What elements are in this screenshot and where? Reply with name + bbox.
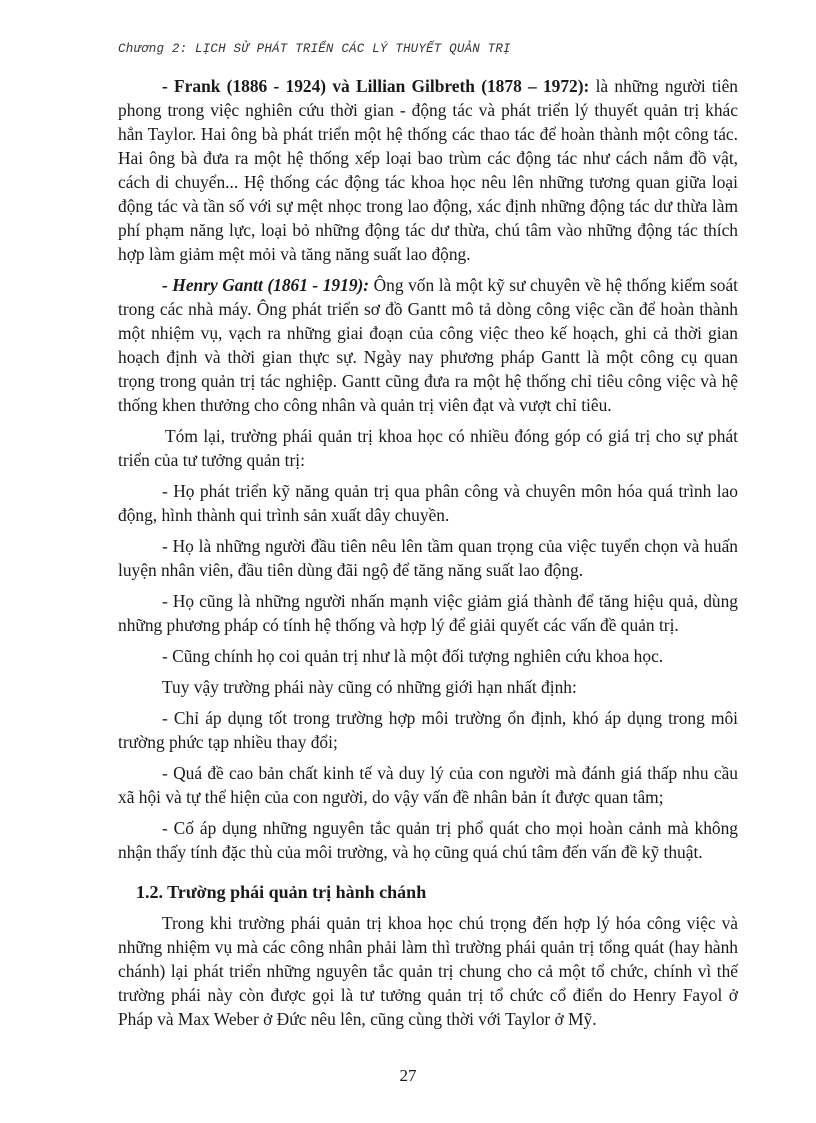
limit-item: - Quá đề cao bản chất kinh tế và duy lý của con người mà đánh giá thấp nhu cầu xã hội và tự thể hiện của con người, do vậy vấn đề nhân bản ít được quan tâm; bbox=[118, 763, 738, 807]
contribution-item: - Họ cũng là những người nhấn mạnh việc giảm giá thành để tăng hiệu quả, dùng những phương pháp có tính hệ thống và hợp lý để giải quyết các vấn đề quản trị. bbox=[118, 591, 738, 635]
gilbreth-paragraph bbox=[118, 74, 738, 266]
gilbreth-text: là những người tiên phong trong việc nghiên cứu thời gian - động tác và phát triển lý thuyết quản trị khác hẳn Taylor. Hai ông bà phát triển một hệ thống các thao tác để hoàn thành một công tác. Hai ông bà đưa ra một hệ thống xếp loại bao trùm các động tác như cách nắm đồ vật, cách di chuyển... Hệ thống các động tác khoa học nêu lên những tương quan giữa loại động tác và tần số với sự mệt nhọc trong lao động, xác định những động tác dư thừa làm phí phạm năng lực, loại bỏ những động tác dư thừa, chú tâm vào những động tác thích hợp làm giảm mệt mỏi và tăng năng suất lao động. bbox=[118, 76, 738, 264]
limit-item: - Cố áp dụng những nguyên tắc quản trị phổ quát cho mọi hoàn cảnh mà không nhận thấy tính đặc thù của môi trường, và họ cũng quá chú tâm đến vấn đề kỹ thuật. bbox=[118, 818, 738, 862]
running-header: Chương 2: LỊCH SỬ PHÁT TRIỂN CÁC LÝ THUYẾT QUẢN TRỊ bbox=[118, 42, 511, 56]
gantt-paragraph bbox=[118, 273, 738, 417]
contribution-item: - Cũng chính họ coi quản trị như là một đối tượng nghiên cứu khoa học. bbox=[162, 646, 664, 666]
contribution-item: - Họ phát triển kỹ năng quản trị qua phân công và chuyên môn hóa quá trình lao động, hình thành qui trình sản xuất dây chuyền. bbox=[118, 481, 738, 525]
gantt-lead: - Henry Gantt (1861 - 1919): bbox=[162, 275, 370, 295]
summary-paragraph: Tóm lại, trường phái quản trị khoa học có nhiều đóng góp có giá trị cho sự phát triển của tư tưởng quản trị: bbox=[118, 426, 738, 470]
body-text bbox=[118, 74, 738, 1038]
contribution-item: - Họ là những người đầu tiên nêu lên tầm quan trọng của việc tuyển chọn và huấn luyện nhân viên, đầu tiên dùng đãi ngộ để tăng năng suất lao động. bbox=[118, 536, 738, 580]
section-heading: 1.2. Trường phái quản trị hành chánh bbox=[136, 882, 427, 902]
limit-item: - Chỉ áp dụng tốt trong trường hợp môi trường ổn định, khó áp dụng trong môi trường phức tạp nhiều thay đổi; bbox=[118, 708, 738, 752]
gilbreth-lead: - Frank (1886 - 1924) và Lillian Gilbreth (1878 – 1972): bbox=[162, 76, 590, 96]
gantt-text: Ông vốn là một kỹ sư chuyên về hệ thống kiểm soát trong các nhà máy. Ông phát triển sơ đồ Gantt mô tả dòng công việc cần để hoàn thành một nhiệm vụ, vạch ra những giai đoạn của công việc theo kế hoạch, ghi cả thời gian hoạch định và thời gian thực sự. Ngày nay phương pháp Gantt là một công cụ quan trọng trong quản trị tác nghiệp. Gantt cũng đưa ra một hệ thống chỉ tiêu công việc và hệ thống khen thưởng cho công nhân và quản trị viên đạt và vượt chỉ tiêu. bbox=[118, 275, 738, 415]
limits-intro: Tuy vậy trường phái này cũng có những giới hạn nhất định: bbox=[162, 677, 577, 697]
section-paragraph: Trong khi trường phái quản trị khoa học chú trọng đến hợp lý hóa công việc và những nhiệm vụ mà các công nhân phải làm thì trường phái quản trị tổng quát (hay hành chánh) lại phát triển những nguyên tắc quản trị chung cho cả một tổ chức, chính vì thế trường phái này còn được gọi là tư tưởng quản trị tổ chức cổ điển do Henry Fayol ở Pháp và Max Weber ở Đức nêu lên, cũng cùng thời với Taylor ở Mỹ. bbox=[118, 913, 738, 1029]
page-number: 27 bbox=[399, 1066, 417, 1085]
